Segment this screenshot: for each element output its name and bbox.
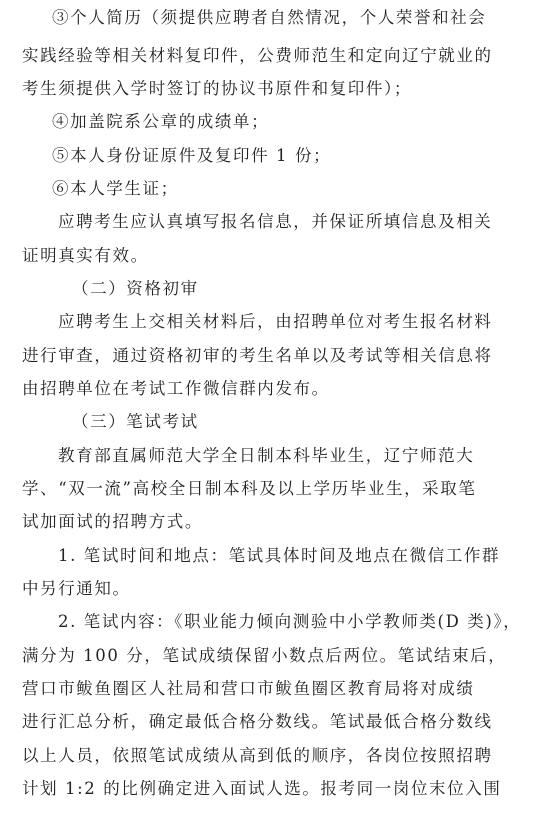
- text-line: 进行审查，通过资格初审的考生名单以及考试等相关信息将: [22, 346, 493, 365]
- text-line: ③个人简历（须提供应聘者自然情况，个人荣誉和社会: [52, 8, 487, 27]
- text-line: 应聘考生上交相关材料后，由招聘单位对考生报名材料: [58, 312, 493, 331]
- text-line: 满分为 100 分，笔试成绩保留小数点后两位。笔试结束后，: [22, 646, 507, 665]
- text-line: 考生须提供入学时签订的协议书原件和复印件）；: [22, 79, 412, 98]
- text-line: 进行汇总分析，确定最低合格分数线。笔试最低合格分数线: [22, 712, 493, 731]
- text-line: 1. 笔试时间和地点：笔试具体时间及地点在微信工作群: [58, 546, 501, 565]
- text-line: 以上人员，依照笔试成绩从高到低的顺序，各岗位按照招聘: [22, 746, 493, 765]
- text-line: 实践经验等相关材料复印件，公费师范生和定向辽宁就业的: [22, 46, 493, 65]
- text-line: ④加盖院系公章的成绩单；: [52, 112, 270, 131]
- section-heading: （三）笔试考试: [72, 412, 199, 431]
- text-line: 教育部直属师范大学全日制本科毕业生，辽宁师范大: [58, 446, 475, 465]
- text-line: 中另行通知。: [22, 579, 131, 598]
- text-line: 试加面试的招聘方式。: [22, 512, 203, 531]
- text-line: 营口市鲅鱼圈区人社局和营口市鲅鱼圈区教育局将对成绩: [22, 679, 475, 698]
- section-heading: （二）资格初审: [72, 279, 199, 298]
- text-line: 应聘考生应认真填写报名信息，并保证所填信息及相关: [58, 212, 493, 231]
- text-line: 由招聘单位在考试工作微信群内发布。: [22, 379, 330, 398]
- text-line: 2. 笔试内容：《职业能力倾向测验中小学教师类(D 类)》，: [58, 612, 522, 631]
- text-line: ⑥本人学生证；: [52, 179, 179, 198]
- text-line: 学、“双一流”高校全日制本科及以上学历毕业生，采取笔: [22, 479, 477, 498]
- text-line: ⑤本人身份证原件及复印件 1 份；: [52, 146, 332, 165]
- text-line: 证明真实有效。: [22, 246, 149, 265]
- text-line: 计划 1:2 的比例确定进入面试人选。报考同一岗位末位入围: [22, 779, 502, 798]
